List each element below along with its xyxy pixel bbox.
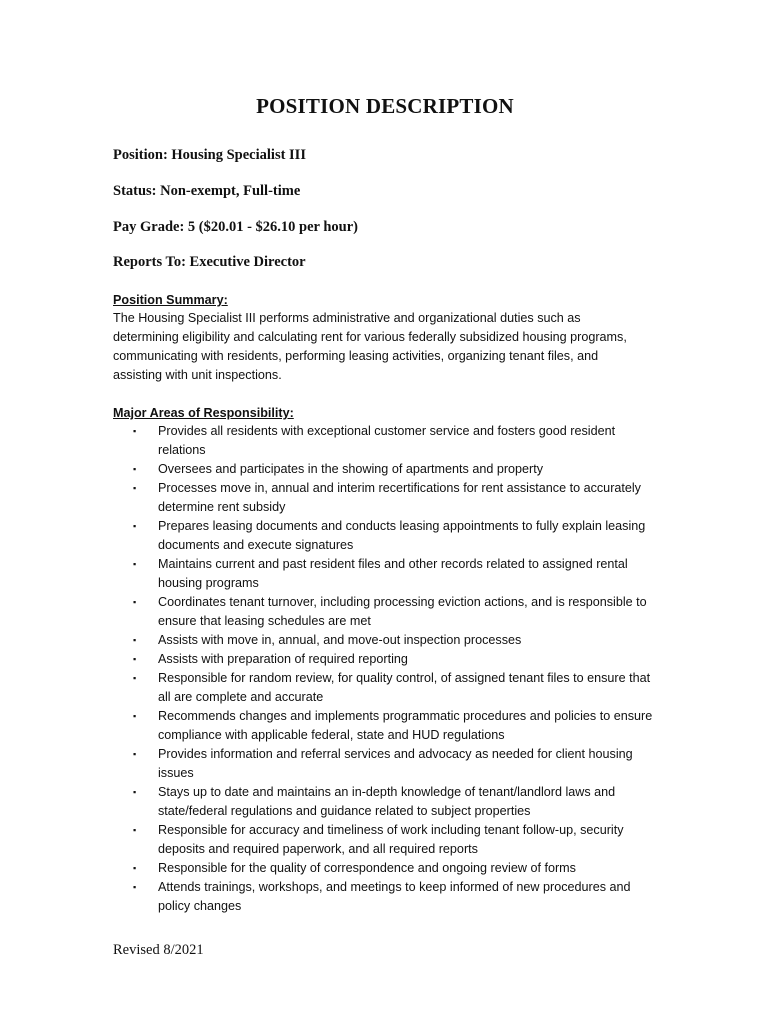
- responsibility-text: Recommends changes and implements programmatic procedures and policies to ensure compliance with applicable federal, state and HUD regulations: [158, 709, 653, 742]
- responsibility-text: Provides all residents with exceptional customer service and fosters good resident relations: [158, 424, 616, 457]
- responsibility-item: [133, 821, 663, 859]
- bullet-icon: ▪: [133, 483, 137, 493]
- bullet-icon: ▪: [133, 711, 137, 721]
- responsibility-text: Prepares leasing documents and conducts leasing appointments to fully explain leasing documents and execute signatures: [158, 519, 646, 552]
- responsibility-item: [133, 460, 663, 479]
- revision-footer: Revised 8/2021: [113, 942, 204, 958]
- pay-grade-field: Pay Grade: 5 ($20.01 - $26.10 per hour): [113, 219, 358, 235]
- responsibility-text: Maintains current and past resident files and other records related to assigned rental housing programs: [158, 557, 628, 590]
- reports-to-field: Reports To: Executive Director: [113, 254, 306, 270]
- responsibility-item: [133, 878, 663, 916]
- responsibility-text: Responsible for accuracy and timeliness of work including tenant follow-up, security deposits and required paperwork, and all required reports: [158, 823, 624, 856]
- responsibility-item: [133, 422, 663, 460]
- responsibility-text: Oversees and participates in the showing of apartments and property: [158, 462, 544, 476]
- position-summary-text: The Housing Specialist III performs administrative and organizational duties such as determining eligibility and calculating rent for various federally subsidized housing programs, communicating with residents, performing leasing activities, organizing tenant files, and assisting with unit inspections.: [113, 311, 627, 382]
- responsibility-item: [133, 631, 663, 650]
- bullet-icon: ▪: [133, 749, 137, 759]
- responsibility-item: [133, 593, 663, 631]
- page-title: POSITION DESCRIPTION: [256, 94, 514, 118]
- position-summary-heading: Position Summary:: [113, 293, 228, 307]
- responsibility-text: Attends trainings, workshops, and meetings to keep informed of new procedures and policy changes: [158, 880, 631, 913]
- responsibilities-heading: Major Areas of Responsibility:: [113, 406, 294, 420]
- bullet-icon: ▪: [133, 464, 137, 474]
- bullet-icon: ▪: [133, 426, 137, 436]
- position-field: Position: Housing Specialist III: [113, 147, 306, 163]
- bullet-icon: ▪: [133, 521, 137, 531]
- responsibility-item: [133, 707, 663, 745]
- bullet-icon: ▪: [133, 654, 137, 664]
- bullet-icon: ▪: [133, 825, 137, 835]
- responsibility-text: Assists with preparation of required reporting: [158, 652, 408, 666]
- responsibility-text: Assists with move in, annual, and move-out inspection processes: [158, 633, 522, 647]
- responsibility-text: Responsible for random review, for quality control, of assigned tenant files to ensure that all are complete and accurate: [158, 671, 651, 704]
- bullet-icon: ▪: [133, 635, 137, 645]
- responsibilities-list: [133, 422, 663, 916]
- responsibility-item: [133, 859, 663, 878]
- responsibility-item: [133, 745, 663, 783]
- responsibility-text: Processes move in, annual and interim recertifications for rent assistance to accurately determine rent subsidy: [158, 481, 641, 514]
- responsibility-text: Coordinates tenant turnover, including processing eviction actions, and is responsible to ensure that leasing schedules are met: [158, 595, 647, 628]
- status-field: Status: Non-exempt, Full-time: [113, 183, 301, 199]
- bullet-icon: ▪: [133, 787, 137, 797]
- responsibility-item: [133, 783, 663, 821]
- responsibility-text: Provides information and referral services and advocacy as needed for client housing issues: [158, 747, 633, 780]
- responsibility-item: [133, 517, 663, 555]
- responsibility-item: [133, 650, 663, 669]
- responsibility-item: [133, 555, 663, 593]
- responsibility-item: [133, 479, 663, 517]
- responsibility-item: [133, 669, 663, 707]
- responsibility-text: Stays up to date and maintains an in-depth knowledge of tenant/landlord laws and state/federal regulations and guidance related to subject properties: [158, 785, 616, 818]
- bullet-icon: ▪: [133, 597, 137, 607]
- bullet-icon: ▪: [133, 882, 137, 892]
- bullet-icon: ▪: [133, 863, 137, 873]
- bullet-icon: ▪: [133, 673, 137, 683]
- responsibility-text: Responsible for the quality of correspondence and ongoing review of forms: [158, 861, 576, 875]
- bullet-icon: ▪: [133, 559, 137, 569]
